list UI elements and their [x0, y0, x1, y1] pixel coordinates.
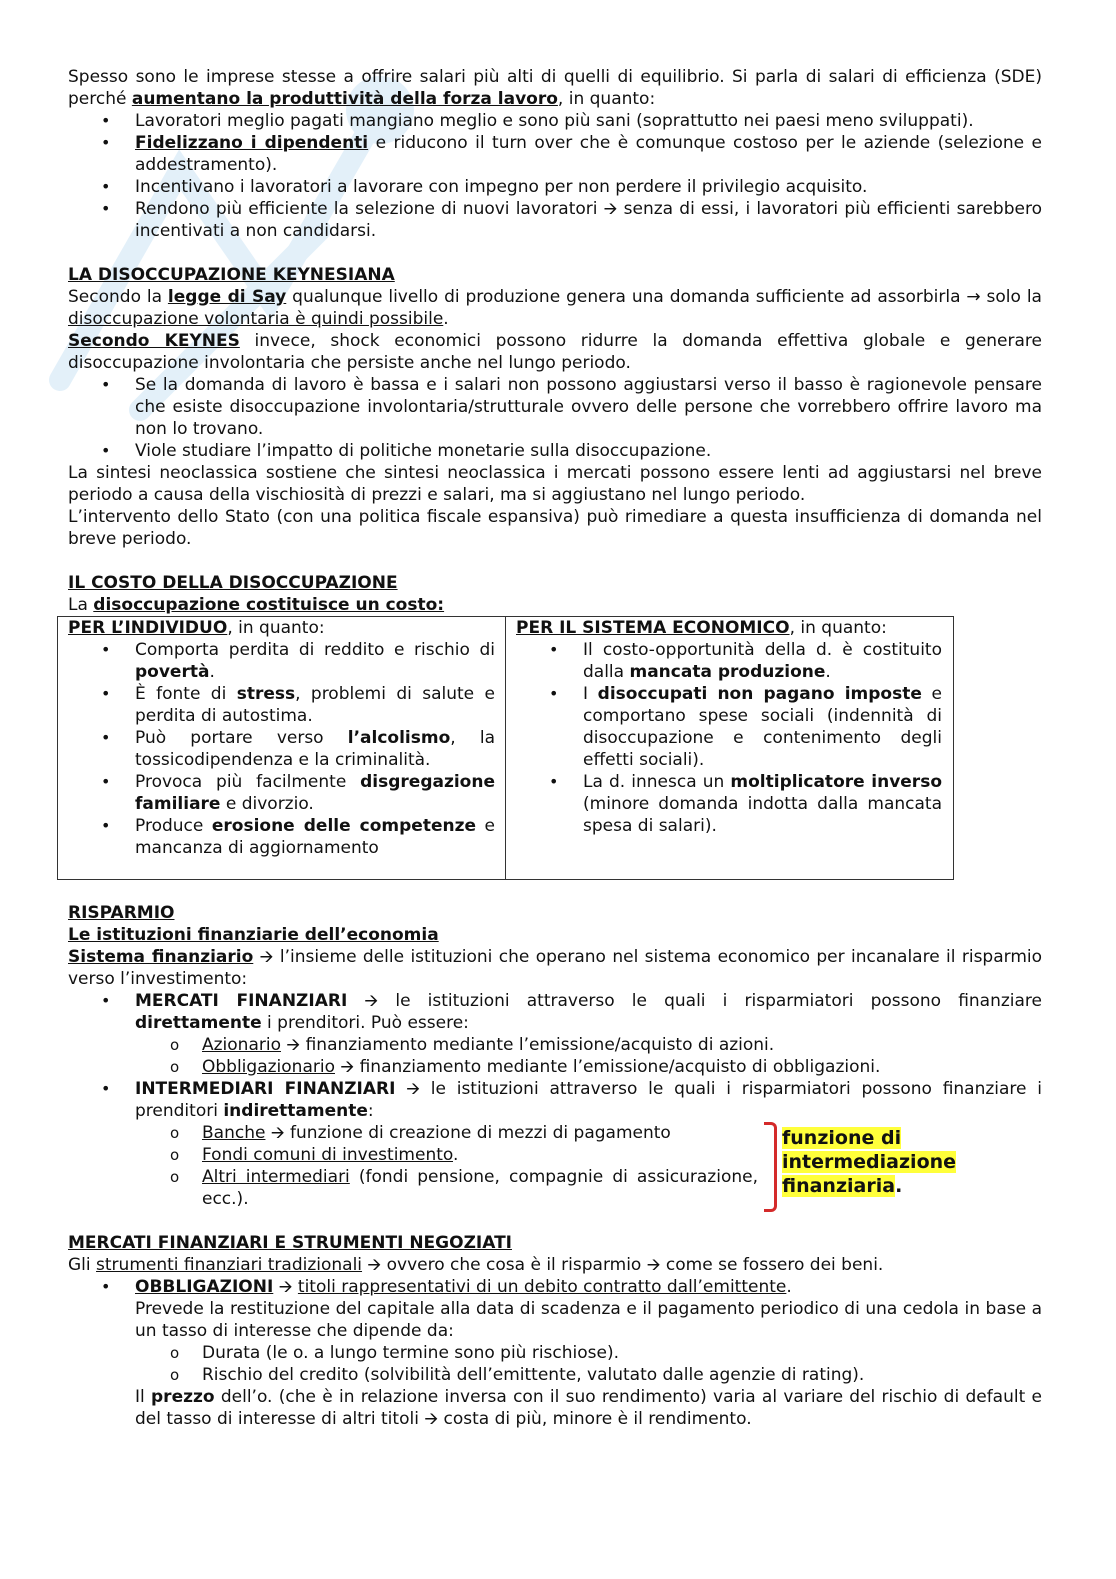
costo-lead: La disoccupazione costituisce un costo:: [68, 595, 445, 615]
section-title-costo: IL COSTO DELLA DISOCCUPAZIONE: [68, 573, 398, 593]
sub-list-item: o Rischio del credito (solvibilità dell’emittente, valutato dalle agenzie di rating).: [68, 1364, 1042, 1386]
red-bracket: [764, 1122, 777, 1212]
mercati-paragraph: Il prezzo dell’o. (che è in relazione inversa con il suo rendimento) varia al variare del rischio di default e del tasso di interesse di altri titoli 🡪 costa di più, minore è il rendimento.: [135, 1387, 1042, 1429]
section-title-keynes: LA DISOCCUPAZIONE KEYNESIANA: [68, 265, 395, 285]
sub-list-item: o Obbligazionario 🡪 finanziamento mediante l’emissione/acquisto di obbligazioni.: [68, 1056, 1042, 1078]
cost-table-economic-system: [505, 617, 952, 879]
cost-column-header: PER L’INDIVIDUO, in quanto:: [68, 618, 325, 638]
list-item: • Rendono più efficiente la selezione di nuovi lavoratori 🡪 senza di essi, i lavoratori più efficienti sarebbero incentivati a non candidarsi.: [68, 198, 1042, 242]
list-item: • Produce erosione delle competenze e mancanza di aggiornamento: [68, 815, 495, 859]
list-item: • È fonte di stress, problemi di salute e perdita di autostima.: [68, 683, 495, 727]
keynes-paragraph: L’intervento dello Stato (con una politica fiscale espansiva) può rimediare a questa insufficienza di domanda nel breve periodo.: [68, 507, 1042, 549]
list-item: • Può portare verso l’alcolismo, la tossicodipendenza e la criminalità.: [68, 727, 495, 771]
list-item: • Fidelizzano i dipendenti e riducono il turn over che è comunque costoso per le aziende (selezione e addestramento).: [68, 132, 1042, 176]
section-title-risparmio: RISPARMIO: [68, 903, 175, 923]
cost-table: [57, 616, 954, 880]
list-item: • La d. innesca un moltiplicatore inverso (minore domanda indotta dalla mancata spesa di salari).: [516, 771, 942, 837]
list-item: • Provoca più facilmente disgregazione familiare e divorzio.: [68, 771, 495, 815]
list-item: • Incentivano i lavoratori a lavorare con impegno per non perdere il privilegio acquisito.: [68, 176, 1042, 198]
sub-list-item: o Fondi comuni di investimento.: [68, 1144, 758, 1166]
section-title-mercati: MERCATI FINANZIARI E STRUMENTI NEGOZIATI: [68, 1233, 512, 1253]
sub-list-item: o Banche 🡪 funzione di creazione di mezzi di pagamento: [68, 1122, 758, 1144]
risparmio-paragraph: Sistema finanziario 🡪 l’insieme delle istituzioni che operano nel sistema economico per incanalare il risparmio verso l’investimento:: [68, 947, 1043, 989]
intro-paragraph: Spesso sono le imprese stesse a offrire salari più alti di quelli di equilibrio. Si parla di salari di efficienza (SDE) perché aumentano la produttività della forza lavoro, in quanto:: [68, 67, 1042, 109]
sub-list-item: o Azionario 🡪 finanziamento mediante l’emissione/acquisto di azioni.: [68, 1034, 1042, 1056]
list-item: • INTERMEDIARI FINANZIARI 🡪 le istituzioni attraverso le quali i risparmiatori possono finanziare i prenditori indirettamente:: [68, 1078, 1042, 1122]
list-item: • Se la domanda di lavoro è bassa e i salari non possono aggiustarsi verso il basso è ragionevole pensare che esiste disoccupazione involontaria/strutturale ovvero delle persone che vorrebbero offrire lavoro ma non lo trovano.: [68, 374, 1042, 440]
sub-list-item: o Altri intermediari (fondi pensione, compagnie di assicurazione, ecc.).: [68, 1166, 758, 1210]
mercati-list: [68, 1276, 1042, 1298]
list-item: • Il costo-opportunità della d. è costituito dalla mancata produzione.: [516, 639, 942, 683]
cost-table-individual: [58, 617, 505, 879]
cost-column-header: PER IL SISTEMA ECONOMICO, in quanto:: [516, 618, 887, 638]
list-item: • OBBLIGAZIONI 🡪 titoli rappresentativi di un debito contratto dall’emittente.: [68, 1276, 1042, 1298]
risparmio-list: [68, 990, 1042, 1122]
sub-list-item: o Durata (le o. a lungo termine sono più rischiose).: [68, 1342, 1042, 1364]
intermediari-block: [68, 1122, 1042, 1210]
list-item: • MERCATI FINANZIARI 🡪 le istituzioni attraverso le quali i risparmiatori possono finanziare direttamente i prenditori. Può essere:: [68, 990, 1042, 1034]
keynes-list: [68, 374, 1042, 462]
list-item: • Comporta perdita di reddito e rischio di povertà.: [68, 639, 495, 683]
efficiency-wage-list: [68, 110, 1042, 242]
section-subtitle: Le istituzioni finanziarie dell’economia: [68, 925, 439, 945]
list-item: • I disoccupati non pagano imposte e comportano spese sociali (indennità di disoccupazione e contenimento degli effetti sociali).: [516, 683, 942, 771]
mercati-paragraph: Prevede la restituzione del capitale alla data di scadenza e il pagamento periodico di una cedola in base a un tasso di interesse che dipende da:: [135, 1299, 1042, 1341]
keynes-paragraph: Secondo la legge di Say qualunque livello di produzione genera una domanda sufficiente ad assorbirla → solo la disoccupazione volontaria è quindi possibile.: [68, 287, 1042, 329]
list-item: • Viole studiare l’impatto di politiche monetarie sulla disoccupazione.: [68, 440, 1042, 462]
highlight-note: funzione di intermediazione finanziaria.: [782, 1127, 957, 1197]
keynes-paragraph: La sintesi neoclassica sostiene che sintesi neoclassica i mercati possono essere lenti ad aggiustarsi nel breve periodo a causa della vischiosità di prezzi e salari, ma si aggiustano nel lungo periodo.: [68, 463, 1042, 505]
document-page: [68, 66, 1042, 1430]
keynes-paragraph: Secondo KEYNES invece, shock economici possono ridurre la domanda effettiva globale e generare disoccupazione involontaria che persiste anche nel lungo periodo.: [68, 331, 1042, 373]
list-item: • Lavoratori meglio pagati mangiano meglio e sono più sani (soprattutto nei paesi meno sviluppati).: [68, 110, 1042, 132]
mercati-paragraph: Gli strumenti finanziari tradizionali 🡪 ovvero che cosa è il risparmio 🡪 come se fossero dei beni.: [68, 1255, 884, 1275]
